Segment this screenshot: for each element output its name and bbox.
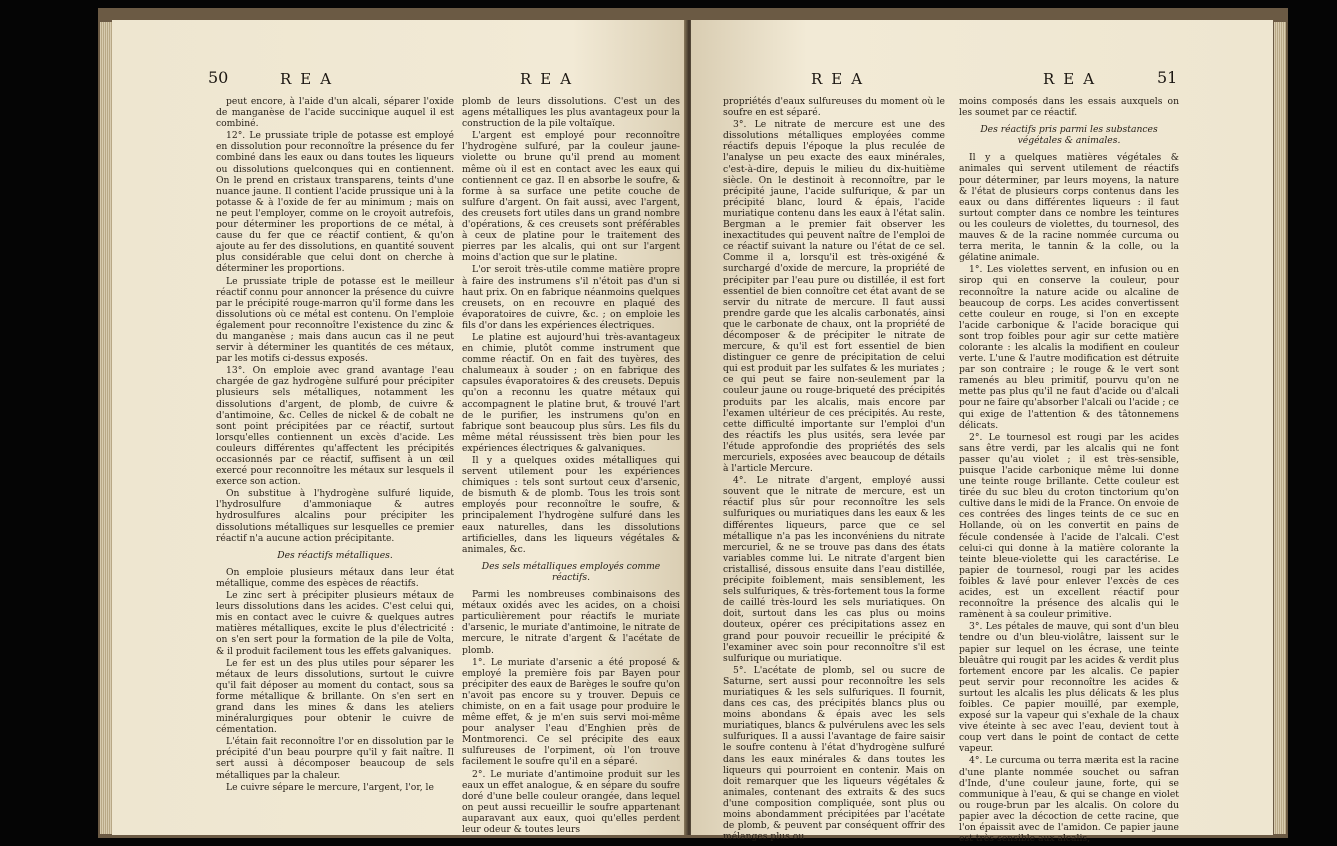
page-edges-right bbox=[1274, 22, 1286, 834]
left-page bbox=[112, 20, 687, 835]
paragraph: Le prussiate triple de potasse est le meilleur réactif connu pour annoncer la présence du cuivre par le précipité rouge-marron qu'il forme dans les dissolutions où ce métal est contenu. On l'emploie également pour reconnoître l'existence du zinc & du manganèse ; mais dans aucun cas il ne peut servir à déterminer les quantités de ces métaux, par les motifs ci-dessus exposés. bbox=[216, 275, 454, 365]
page-number: 50 bbox=[208, 68, 229, 87]
paragraph: Il y a quelques matières végétales & animales qui servent utilement de réactifs pour déterminer, par leurs moyens, la nature & l'état de plusieurs corps contenus dans les eaux ou dans différentes liqueurs : il faut surtout compter dans ce nombre les teintures ou les couleurs de violettes, du tournesol, des mauves & de la racine nommée curcuma ou terra merita, le tannin & la colle, ou la gélatine animale. bbox=[959, 152, 1179, 264]
text-column-2 bbox=[462, 96, 680, 835]
paragraph: 3°. Le nitrate de mercure est une des dissolutions métalliques employées comme réactifs depuis l'époque la plus reculée de l'analyse un peu exacte des eaux minérales, c'est-à-dire, depuis le milieu du dix-huitième siècle. On le destinoit à reconnoître, par le précipité jaune, l'acide sulfurique, & par un précipité blanc, lourd & épais, l'acide muriatique contenu dans les eaux à l'état salin. Bergman a le premier fait observer les inexactitudes qui peuvent naître de l'emploi de ce réactif suivant la nature ou l'état de ce sel. Comme il a, lorsqu'il est très-oxigéné & surchargé d'oxide de mercure, la propriété de précipiter par l'eau pure ou distillée, il est fort essentiel de bien connoître cet état avant de se servir du nitrate de mercure. Il faut aussi prendre garde que les alcalis carbonatés, ainsi que le carbonate de chaux, ont la propriété de décomposer & de précipiter le nitrate de mercure, & qu'il est fort essentiel de bien distinguer ce genre de précipitation de celui qui est produit par les sulfates & les muriates ; ce qui peut se faire non-seulement par la couleur jaune ou rouge-briqueté des précipités produits par les alcalis, mais encore par l'examen ultérieur de ces précipités. Au reste, cette difficulté importante sur l'emploi d'un des réactifs les plus usités, sera levée par l'étude approfondie des propriétés des sels mercuriels, exposées avec beaucoup de détails à l'article Mercure. bbox=[723, 119, 945, 475]
paragraph: peut encore, à l'aide d'un alcali, séparer l'oxide de manganèse de l'acide succinique auquel il est combiné. bbox=[216, 96, 454, 130]
paragraph: Le zinc sert à précipiter plusieurs métaux de leurs dissolutions dans les acides. C'est celui qui, mis en contact avec le cuivre & quelques autres matières métalliques, excite le plus d'électricité : on s'en sert pour la formation de la pile de Volta, & il produit facilement tous les effets galvaniques. bbox=[216, 590, 454, 657]
running-head-right: REA bbox=[1043, 70, 1104, 88]
paragraph: Le platine est aujourd'hui très-avantageux en chimie, plutôt comme instrument que comme réactif. On en fait des tuyères, des chalumeaux à souder ; on en fabrique des capsules évaporatoires & des creusets. Depuis qu'on a reconnu les quatre métaux qui accompagnent le platine brut, & trouvé l'art de le purifier, les instrumens qu'on en fabrique sont beaucoup plus sûrs. Les fils du même métal réussissent très bien pour les expériences électriques & galvaniques. bbox=[462, 331, 680, 454]
paragraph: moins composés dans les essais auxquels on les soumet par ce réactif. bbox=[959, 96, 1179, 119]
paragraph: Il y a quelques oxides métalliques qui servent utilement pour les expériences chimiques : tels sont surtout ceux d'arsenic, de bismuth & de plomb. Tous les trois sont employés pour reconnoître le soufre, & principalement l'hydrogène sulfuré dans les eaux naturelles, dans les dissolutions artificielles, dans les liqueurs végétales & animales, &c. bbox=[462, 455, 680, 555]
paragraph: L'argent est employé pour reconnoître l'hydrogène sulfuré, par la couleur jaune-violette ou brune qu'il prend au moment même où il est en contact avec les eaux qui contiennent ce gaz. Il en absorbe le soufre, & forme à sa surface une petite couche de sulfure d'argent. On fait aussi, avec l'argent, des creusets fort utiles dans un grand nombre d'opérations, & ces creusets sont préférables à ceux de platine pour le traitement des pierres par les alcalis, qui ont sur l'argent moins d'action que sur le platine. bbox=[462, 130, 680, 264]
section-heading: Des réactifs pris parmi les substances végétales & animales. bbox=[980, 124, 1158, 147]
paragraph: Le fer est un des plus utiles pour séparer les métaux de leurs dissolutions, surtout le cuivre qu'il fait déposer au moment du contact, sous sa forme métallique & brillante. On s'en sert en grand dans les mines & dans les ateliers minéralurgiques pour obtenir le cuivre de cémentation. bbox=[216, 657, 454, 736]
paragraph: On emploie plusieurs métaux dans leur état métallique, comme des espèces de réactifs. bbox=[216, 566, 454, 589]
text-column-3 bbox=[723, 96, 945, 843]
text-column-4 bbox=[959, 96, 1179, 845]
paragraph: 1°. Le muriate d'arsenic a été proposé & employé la première fois par Bayen pour précipiter des eaux de Barèges le soufre qu'on n'avoit pas encore su y trouver. Depuis ce chimiste, on en a fait usage pour produire le même effet, & je m'en suis servi moi-même pour analyser l'eau d'Enghien près de Montmorenci. Ce sel précipite des eaux sulfureuses de l'orpiment, où l'on trouve facilement le soufre qu'il en a séparé. bbox=[462, 656, 680, 768]
paragraph: L'étain fait reconnoître l'or en dissolution par le précipité d'un beau pourpre qu'il y fait naître. Il sert aussi à décomposer beaucoup de sels métalliques par la chaleur. bbox=[216, 736, 454, 781]
paragraph: 2°. Le muriate d'antimoine produit sur les eaux un effet analogue, & en sépare du soufre doré d'une belle couleur orangée, dans lequel on peut aussi recueillir le soufre appartenant auparavant aux eaux, quoi qu'elles perdent leur odeur & toutes leurs bbox=[462, 768, 680, 835]
paragraph: 13°. On emploie avec grand avantage l'eau chargée de gaz hydrogène sulfuré pour précipiter plusieurs sels métalliques, notamment les dissolutions d'argent, de plomb, de cuivre & d'antimoine, &c. Celles de nickel & de cobalt ne sont point précipitées par ce réactif, surtout lorsqu'elles contiennent un excès d'acide. Les couleurs différentes qu'affectent les précipités occasionnés par ce réactif, suffisent à un œil exercé pour reconnoître les métaux sur lesquels il exerce son action. bbox=[216, 365, 454, 488]
paragraph: 4°. Le curcuma ou terra mærita est la racine d'une plante nommée souchet ou safran d'Inde, d'une couleur jaune, forte, qui se communique à l'eau, & qui se change en violet ou rouge-brun par les alcalis. On colore du papier avec la décoction de cette racine, que l'on épaissit avec de l'amidon. Ce papier jaune est très-sensible aux alcalis, bbox=[959, 755, 1179, 845]
page-edges-left bbox=[100, 22, 112, 834]
section-heading: Des sels métalliques employés comme réactifs. bbox=[481, 560, 661, 583]
running-head-right: REA bbox=[520, 70, 581, 88]
paragraph: 2°. Le tournesol est rougi par les acides sans être verdi, par les alcalis qui ne font passer qu'au violet ; il est très-sensible, puisque l'acide carbonique même lui donne une teinte rouge brillante. Cette couleur est tirée du suc bleu du croton tinctorium qu'on cultive dans le midi de la France. On envoie de ces contrées des linges teints de ce suc en Hollande, où on les convertit en pains de fécule condensée à l'acide de l'alcali. C'est celui-ci qui donne à la matière colorante la teinte bleue-violette qui les caractérise. Le papier de tournesol, rougi par les acides foibles & lavé pour enlever l'excès de ces acides, est un excellent réactif pour reconnoître la présence des alcalis qui le ramènent à sa couleur primitive. bbox=[959, 431, 1179, 621]
open-book bbox=[98, 8, 1288, 845]
paragraph: plomb de leurs dissolutions. C'est un des agens métalliques les plus avantageux pour la construction de la pile voltaïque. bbox=[462, 96, 680, 130]
paragraph: 3°. Les pétales de mauve, qui sont d'un bleu tendre ou d'un bleu-violâtre, laissent sur le papier sur lequel on les écrase, une teinte bleuâtre qui rougit par les acides & verdit plus fortement encore par les alcalis. Ce papier peut servir pour reconnoître les acides & surtout les alcalis les plus délicats & les plus foibles. Ce papier mouillé, par exemple, exposé sur la vapeur qui s'exhale de la chaux vive éteinte à sec avec l'eau, devient tout à coup vert dans le point de contact de cette vapeur. bbox=[959, 621, 1179, 755]
paragraph: L'or seroit très-utile comme matière propre à faire des instrumens s'il n'étoit pas d'un si haut prix. On en fabrique néanmoins quelques creusets, on en recouvre en plaqué des évaporatoires de cuivre, &c. ; on emploie les fils d'or dans les expériences électriques. bbox=[462, 264, 680, 331]
paragraph: On substitue à l'hydrogène sulfuré liquide, l'hydrosulfure d'ammoniaque & autres hydrosulfures alcalins pour précipiter les dissolutions métalliques sur lesquelles ce premier réactif n'a aucune action précipitante. bbox=[216, 488, 454, 544]
right-page bbox=[691, 20, 1273, 845]
text-column-1 bbox=[216, 96, 454, 796]
section-heading: Des réactifs métalliques. bbox=[277, 549, 393, 561]
page-number: 51 bbox=[1157, 68, 1178, 87]
paragraph: Le cuivre sépare le mercure, l'argent, l'or, le bbox=[226, 781, 434, 793]
paragraph: 5°. L'acétate de plomb, sel ou sucre de Saturne, sert aussi pour reconnoître les sels muriatiques & les sels sulfuriques. Il fournit, dans ces cas, des précipités blancs plus ou moins abondans & épais avec les sels muriatiques, blancs & pulvérulens avec les sels sulfuriques. Il a aussi l'avantage de faire saisir le soufre contenu à l'état d'hydrogène sulfuré dans les eaux minérales & dans toutes les liqueurs qui pourroient en contenir. Mais on doit remarquer que les liqueurs végétales & animales, contenant des extraits & des sucs d'une composition compliquée, sont plus ou moins abondamment précipitées par l'acétate de plomb, & peuvent par conséquent offrir des mélanges plus ou bbox=[723, 664, 945, 843]
paragraph: 1°. Les violettes servent, en infusion ou en sirop qui en conserve la couleur, pour reconnoître la nature acide ou alcaline de beaucoup de corps. Les acides convertissent cette couleur en rouge, si l'on en excepte l'acide carbonique & l'acide boracique qui sont trop foibles pour agir sur cette matière colorante : les alcalis la modifient en couleur verte. L'une & l'autre modification est détruite par son contraire ; le rouge & le vert sont ramenés au bleu primitif, pourvu qu'on ne mette pas plus qu'il ne faut d'acide ou d'alcali pour ne faire qu'absorber l'alcali ou l'acide ; ce qui exige de l'attention & des tâtonnemens délicats. bbox=[959, 264, 1179, 431]
paragraph: 12°. Le prussiate triple de potasse est employé en dissolution pour reconnoître la présence du fer combiné dans les eaux ou dans toutes les liqueurs ou dissolutions quelconques qui en contiennent. On le prend en cristaux transparens, teints d'une nuance jaune. Il contient l'acide prussique uni à la potasse & à l'oxide de fer au minimum ; mais on ne peut l'employer, comme on le croyoit autrefois, pour déterminer les proportions de ce métal, à cause du fer que ce réactif contient, & qu'on ajoute au fer des dissolutions, en quantité souvent plus considérable que celui dont on cherche à déterminer les proportions. bbox=[216, 130, 454, 275]
paragraph: 4°. Le nitrate d'argent, employé aussi souvent que le nitrate de mercure, est un réactif plus sûr pour reconnoître les sels sulfuriques ou muriatiques dans les eaux & les différentes liqueurs, parce que ce sel métallique n'a pas les inconvéniens du nitrate mercuriel, & ne se trouve pas dans des états variables comme lui. Le nitrate d'argent bien cristallisé, dissous ensuite dans l'eau distillée, précipite foiblement, mais sensiblement, les sels sulfuriques, & très-fortement tous la forme de caillé très-lourd les sels muriatiques. On doit, surtout dans les cas plus ou moins douteux, opérer ces précipitations assez en grand pour pouvoir recueillir le précipité & l'examiner avec soin pour reconnoître s'il est sulfurique ou muriatique. bbox=[723, 475, 945, 664]
running-head-left: REA bbox=[811, 70, 872, 88]
paragraph: Parmi les nombreuses combinaisons des métaux oxidés avec les acides, on a choisi particulièrement pour réactifs le muriate d'arsenic, le muriate d'antimoine, le nitrate de mercure, le nitrate d'argent & l'acétate de plomb. bbox=[462, 589, 680, 656]
paragraph: propriétés d'eaux sulfureuses du moment où le soufre en est séparé. bbox=[723, 96, 945, 119]
running-head-left: REA bbox=[280, 70, 341, 88]
